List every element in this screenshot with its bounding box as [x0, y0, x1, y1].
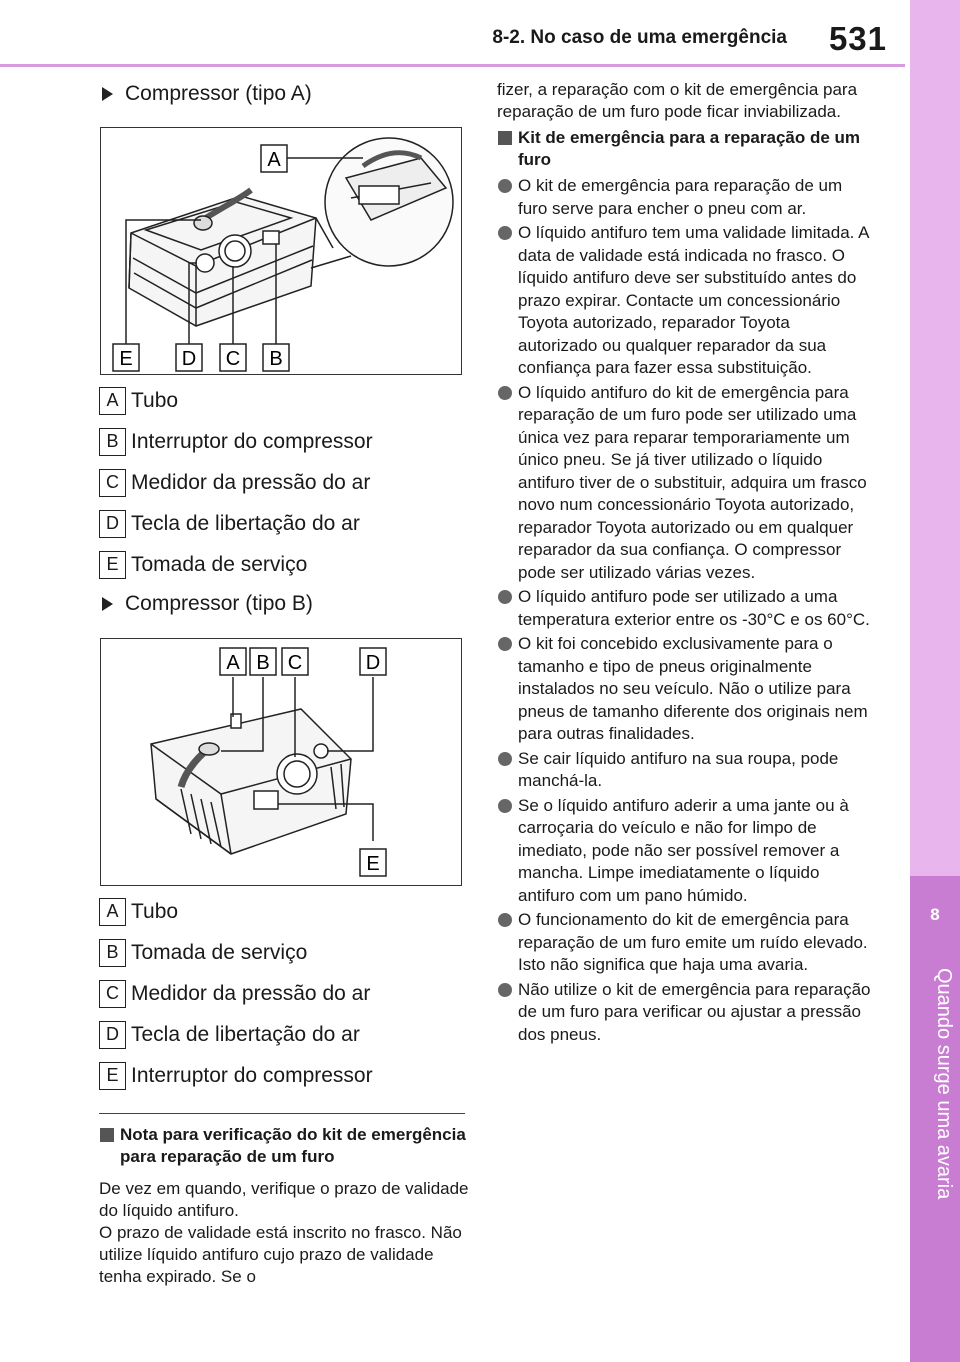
- square-bullet-icon: [100, 1128, 114, 1142]
- square-bullet-icon: [498, 131, 512, 145]
- circle-bullet-icon: [498, 179, 512, 193]
- legend-item: E Tomada de serviço: [99, 544, 469, 585]
- list-item: O kit de emergência para reparação de um furo serve para encher o pneu com ar.: [497, 175, 872, 220]
- letter-badge: A: [99, 387, 126, 415]
- circle-bullet-icon: [498, 590, 512, 604]
- note-section: [99, 1124, 469, 1288]
- circle-bullet-icon: [498, 799, 512, 813]
- callout-b-label: B: [269, 348, 283, 370]
- list-item: Se o líquido antifuro aderir a uma jante ou à carroçaria do veículo e não for limpo de imediato, pode não ser possível remover a mancha. Limpe imediatamente o líquido antifuro com um pano húmido.: [497, 795, 872, 908]
- compressor-b-figure: [100, 638, 462, 886]
- circle-bullet-icon: [498, 386, 512, 400]
- list-item: O kit foi concebido exclusivamente para o tamanho e tipo de pneus originalmente instalados no seu veículo. Não o utilize para pneus de tamanho diferente dos originais nem para outras finalidades.: [497, 633, 872, 746]
- section-title: 8-2. No caso de uma emergência: [492, 27, 787, 48]
- right-column: [497, 79, 872, 1048]
- note-heading: Nota para verificação do kit de emergência para reparação de um furo: [99, 1124, 469, 1168]
- legend-item: A Tubo: [99, 380, 469, 421]
- circle-bullet-icon: [498, 226, 512, 240]
- list-item: O funcionamento do kit de emergência para reparação de um furo emite um ruído elevado. Isto não significa que haja uma avaria.: [497, 909, 872, 977]
- legend-item: E Interruptor do compressor: [99, 1055, 469, 1096]
- circle-bullet-icon: [498, 637, 512, 651]
- callout-b-label: B: [256, 652, 270, 674]
- callout-d-label: D: [365, 652, 381, 674]
- legend-item: D Tecla de libertação do ar: [99, 1014, 469, 1055]
- triangle-bullet-icon: [102, 597, 113, 611]
- letter-badge: B: [99, 939, 126, 967]
- page-header: [0, 0, 905, 64]
- list-item: Se cair líquido antifuro na sua roupa, pode manchá-la.: [497, 748, 872, 793]
- circle-bullet-icon: [498, 913, 512, 927]
- legend-item: A Tubo: [99, 891, 469, 932]
- legend-item: D Tecla de libertação do ar: [99, 503, 469, 544]
- compressor-a-illustration: [101, 128, 460, 373]
- letter-badge: E: [99, 551, 126, 579]
- list-item: O líquido antifuro do kit de emergência para reparação de um furo pode ser utilizado uma única vez para reparar temporariamente um único pneu. Se já tiver utilizado o líquido antifuro tiver de o substituir, adquira um frasco novo num concessionário Toyota autorizado, reparador Toyota autorizado ou em qualquer reparador da sua confiança. O compressor pode ser utilizado várias vezes.: [497, 382, 872, 585]
- callout-c-label: C: [287, 652, 303, 674]
- note-paragraph: O prazo de validade está inscrito no frasco. Não utilize líquido antifuro cujo prazo de validade tenha expirado. Se o: [99, 1223, 462, 1286]
- letter-badge: C: [99, 980, 126, 1008]
- callout-d-label: D: [181, 348, 197, 370]
- list-item: O líquido antifuro tem uma validade limitada. A data de validade está indicada no frasco. O líquido antifuro deve ser substituído antes do prazo expirar. Contacte um concessionário Toyota autorizado, reparador Toyota autorizado ou qualquer reparador da sua confiança para fazer essa substituição.: [497, 222, 872, 380]
- legend-item: C Medidor da pressão do ar: [99, 462, 469, 503]
- letter-badge: D: [99, 510, 126, 538]
- chapter-title: Quando surge uma avaria: [933, 968, 955, 1200]
- callout-c-label: C: [225, 348, 241, 370]
- chapter-number: 8: [930, 905, 940, 924]
- callout-a-label: A: [226, 652, 240, 674]
- legend-item: B Tomada de serviço: [99, 932, 469, 973]
- letter-badge: C: [99, 469, 126, 497]
- callout-a-label: A: [267, 149, 281, 171]
- list-item: Não utilize o kit de emergência para reparação de um furo para verificar ou ajustar a pressão dos pneus.: [497, 979, 872, 1047]
- letter-badge: E: [99, 1062, 126, 1090]
- page-number: 531: [828, 20, 887, 57]
- letter-badge: A: [99, 898, 126, 926]
- list-item: O líquido antifuro pode ser utilizado a uma temperatura exterior entre os -30°C e os 60°C.: [497, 586, 872, 631]
- callout-e-label: E: [366, 853, 380, 875]
- legend-item: C Medidor da pressão do ar: [99, 973, 469, 1014]
- compressor-b-heading: Compressor (tipo B): [100, 592, 313, 616]
- note-paragraph: De vez em quando, verifique o prazo de validade do líquido antifuro.: [99, 1179, 469, 1220]
- circle-bullet-icon: [498, 752, 512, 766]
- section-divider: [99, 1113, 465, 1114]
- letter-badge: D: [99, 1021, 126, 1049]
- triangle-bullet-icon: [102, 87, 113, 101]
- callout-e-label: E: [119, 348, 133, 370]
- letter-badge: B: [99, 428, 126, 456]
- compressor-b-illustration: [101, 639, 460, 884]
- compressor-a-figure: [100, 127, 462, 375]
- header-divider: [0, 64, 905, 67]
- legend-item: B Interruptor do compressor: [99, 421, 469, 462]
- compressor-b-legend: [99, 891, 469, 1096]
- kit-heading: Kit de emergência para a reparação de um furo: [497, 127, 872, 171]
- compressor-a-legend: [99, 380, 469, 585]
- compressor-a-heading: Compressor (tipo A): [100, 82, 312, 106]
- continuation-paragraph: fizer, a reparação com o kit de emergência para reparação de um furo pode ficar inviabilizada.: [497, 80, 858, 121]
- circle-bullet-icon: [498, 983, 512, 997]
